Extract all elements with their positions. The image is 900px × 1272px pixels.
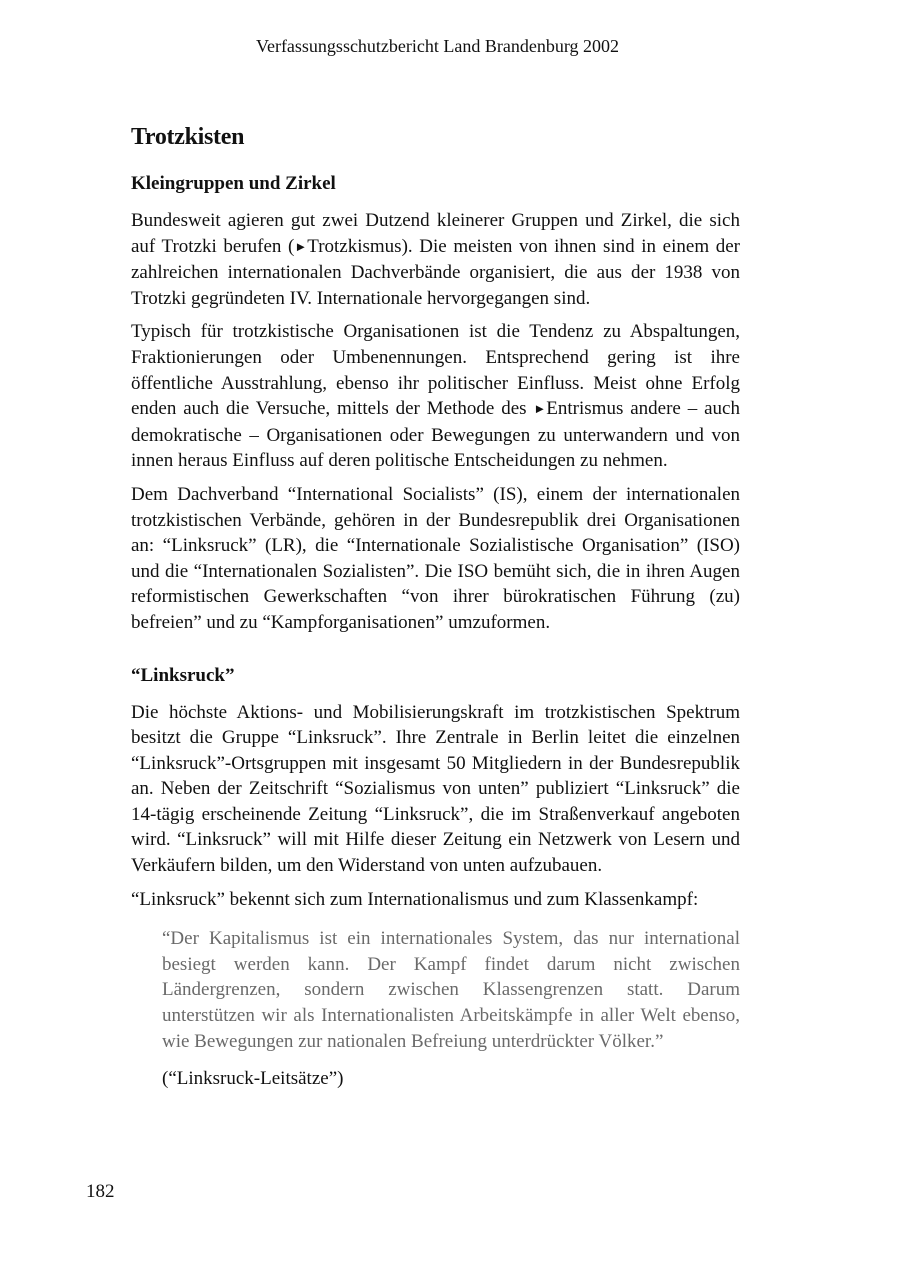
main-content	[131, 120, 740, 1092]
running-header: Verfassungsschutzbericht Land Brandenburg 2002	[255, 36, 620, 56]
block-quote	[162, 926, 740, 1054]
paragraph: Die höchste Aktions- und Mobilisierungskraft im trotzkistischen Spektrum besitzt die Gruppe “Linksruck”. Ihre Zentrale in Berlin leitet die einzelnen “Linksruck”-Ortsgruppen mit insgesamt 50 Mitgliedern in der Bundesrepublik an. Neben der Zeitschrift “Sozialismus von unten” publiziert “Linksruck” die 14-tägig erscheinende Zeitung “Linksruck”, die im Straßenverkauf angeboten wird. “Linksruck” will mit Hilfe dieser Zeitung ein Netzwerk von Lesern und Verkäufern bilden, um den Widerstand von unten aufzubauen.	[131, 701, 740, 877]
section-heading-kleingruppen: Kleingruppen und Zirkel	[131, 173, 336, 194]
quote-text: “Der Kapitalismus ist ein internationales System, das nur international besiegt werden kann. Der Kampf findet darum nicht zwischen Ländergrenzen, sondern zwischen Klassengrenzen statt. Darum unterstützen wir als Internationalisten Arbeitskämpfe in aller Welt ebenso, wie Bewegungen zur nationalen Befreiung unterdrückter Völker.”	[162, 928, 740, 1052]
text-fragment: Typisch für trotzkistische Organisationen ist die Tendenz zu Abspaltungen, Fraktionierungen oder Umbenennungen. Entsprechend gering ist ihre öffentliche Ausstrahlung, ebenso ihr politischer Einfluss. Meist ohne Erfolg enden auch die Versuche, mittels der Methode des	[131, 321, 740, 420]
page-number: 182	[86, 1181, 115, 1202]
text-fragment: ). Die meisten von ihnen sind in einem der zahlreichen internationalen Dachverbände organisiert, die aus der 1938 von Trotzki gegründeten IV. Internationale hervorgegangen sind.	[131, 235, 740, 309]
page-title: Trotzkisten	[131, 124, 245, 150]
cross-reference-arrow-icon: ►	[533, 401, 547, 417]
text-fragment: Bundesweit agieren gut zwei Dutzend kleinerer Gruppen und Zirkel, die sich auf Trotzki berufen (	[131, 210, 740, 257]
glossary-link-entrismus[interactable]: Entrismus	[546, 398, 624, 420]
glossary-link-trotzkismus[interactable]: Trotzkismus	[307, 235, 402, 257]
paragraph: “Linksruck” bekennt sich zum Internationalismus und zum Klassenkampf:	[131, 888, 699, 910]
paragraph	[131, 319, 740, 474]
section-heading-linksruck: “Linksruck”	[131, 664, 235, 686]
paragraph	[131, 208, 740, 311]
paragraph: Dem Dachverband “International Socialists” (IS), einem der internationalen trotzkistischen Verbände, gehören in der Bundesrepublik drei Organisationen an: “Linksruck” (LR), die “Internationale Sozialistische Organisation” (ISO) und die “Internationalen Sozialisten”. Die ISO bemüht sich, die in ihren Augen reformistischen Gewerkschaften “von ihrer bürokratischen Führung (zu) befreien” und zu “Kampforganisationen” umzuformen.	[131, 483, 740, 633]
cross-reference-arrow-icon: ►	[294, 238, 308, 254]
text-fragment: andere – auch demokratische – Organisationen oder Bewegungen zu unterwandern und von innen heraus Einfluss auf deren politische Entscheidungen zu nehmen.	[131, 398, 740, 472]
quote-citation: (“Linksruck-Leitsätze”)	[162, 1068, 344, 1090]
